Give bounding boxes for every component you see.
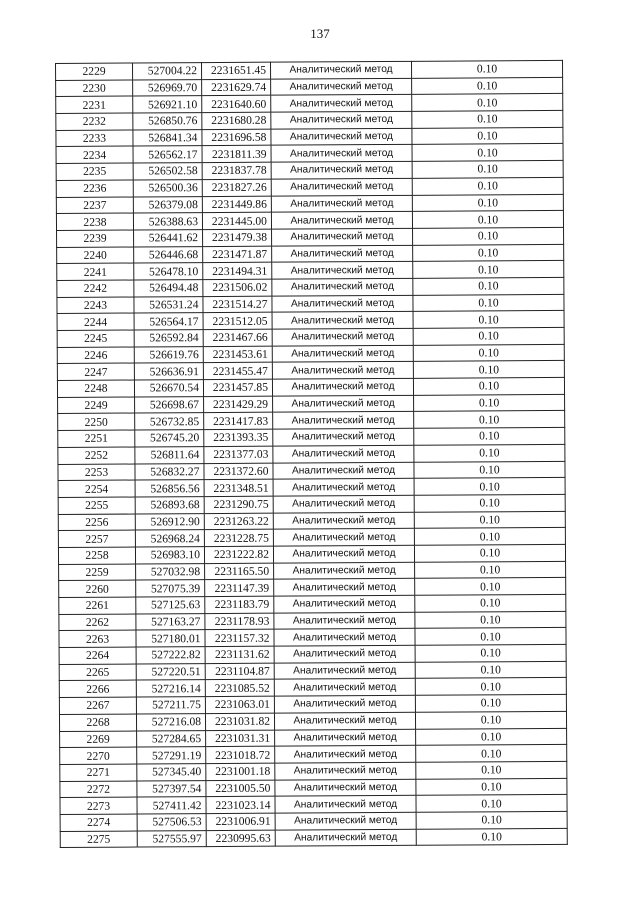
y-coordinate-cell: 2231827.26 [202,179,271,196]
point-number-cell: 2255 [58,497,135,514]
y-coordinate-cell: 2231471.87 [203,246,272,263]
accuracy-cell: 0.10 [412,161,563,179]
accuracy-cell: 0.10 [415,578,566,596]
x-coordinate-cell: 527004.22 [133,63,202,80]
point-number-cell: 2249 [58,397,135,414]
method-cell: Аналитический метод [273,495,414,513]
point-number-cell: 2263 [59,630,136,647]
accuracy-cell: 0.10 [416,778,567,796]
x-coordinate-cell: 526732.85 [135,413,204,430]
method-cell: Аналитический метод [271,111,412,129]
method-cell: Аналитический метод [271,145,412,163]
y-coordinate-cell: 2231023.14 [206,796,275,813]
accuracy-cell: 0.10 [414,494,565,512]
accuracy-cell: 0.10 [411,60,562,78]
y-coordinate-cell: 2231183.79 [205,596,274,613]
x-coordinate-cell: 526983.10 [135,547,204,564]
accuracy-cell: 0.10 [413,261,564,279]
y-coordinate-cell: 2231640.60 [202,96,271,113]
point-number-cell: 2265 [59,664,136,681]
accuracy-cell: 0.10 [414,411,565,429]
method-cell: Аналитический метод [273,445,414,463]
method-cell: Аналитический метод [273,479,414,497]
x-coordinate-cell: 526811.64 [135,446,204,463]
method-cell: Аналитический метод [272,345,413,363]
point-number-cell: 2244 [57,313,134,330]
method-cell: Аналитический метод [272,362,413,380]
y-coordinate-cell: 2231228.75 [204,529,273,546]
method-cell: Аналитический метод [274,629,415,647]
accuracy-cell: 0.10 [416,761,567,779]
accuracy-cell: 0.10 [415,644,566,662]
method-cell: Аналитический метод [275,812,416,830]
accuracy-cell: 0.10 [416,728,567,746]
accuracy-cell: 0.10 [415,661,566,679]
y-coordinate-cell: 2231222.82 [204,546,273,563]
method-cell: Аналитический метод [274,579,415,597]
x-coordinate-cell: 527211.75 [136,697,205,714]
y-coordinate-cell: 2231445.00 [202,212,271,229]
point-number-cell: 2231 [56,96,133,113]
y-coordinate-cell: 2231494.31 [203,262,272,279]
point-number-cell: 2274 [60,814,137,831]
y-coordinate-cell: 2231165.50 [205,563,274,580]
method-cell: Аналитический метод [275,829,416,847]
y-coordinate-cell: 2231147.39 [205,579,274,596]
y-coordinate-cell: 2231680.28 [202,112,271,129]
point-number-cell: 2236 [56,180,133,197]
accuracy-cell: 0.10 [416,811,567,829]
method-cell: Аналитический метод [272,262,413,280]
y-coordinate-cell: 2231449.86 [202,196,271,213]
method-cell: Аналитический метод [274,679,415,697]
y-coordinate-cell: 2231467.66 [203,329,272,346]
method-cell: Аналитический метод [271,161,412,179]
x-coordinate-cell: 526564.17 [134,313,203,330]
point-number-cell: 2273 [60,797,137,814]
y-coordinate-cell: 2231455.47 [203,363,272,380]
y-coordinate-cell: 2231157.32 [205,630,274,647]
y-coordinate-cell: 2231696.58 [202,129,271,146]
x-coordinate-cell: 527180.01 [136,630,205,647]
method-cell: Аналитический метод [273,395,414,413]
method-cell: Аналитический метод [271,128,412,146]
x-coordinate-cell: 526670.54 [134,380,203,397]
point-number-cell: 2229 [56,63,133,80]
y-coordinate-cell: 2231514.27 [203,296,272,313]
x-coordinate-cell: 526969.70 [133,79,202,96]
x-coordinate-cell: 527284.65 [137,730,206,747]
method-cell: Аналитический метод [271,78,412,96]
y-coordinate-cell: 2231457.85 [203,379,272,396]
point-number-cell: 2230 [56,80,133,97]
point-number-cell: 2243 [57,297,134,314]
table-body [56,60,568,847]
x-coordinate-cell: 527222.82 [136,647,205,664]
y-coordinate-cell: 2231811.39 [202,146,271,163]
y-coordinate-cell: 2231290.75 [204,496,273,513]
x-coordinate-cell: 526478.10 [134,263,203,280]
method-cell: Аналитический метод [273,545,414,563]
x-coordinate-cell: 527216.14 [136,680,205,697]
accuracy-cell: 0.10 [413,361,564,379]
coordinates-table [55,60,568,848]
accuracy-cell: 0.10 [416,828,567,846]
method-cell: Аналитический метод [272,245,413,263]
x-coordinate-cell: 526745.20 [135,430,204,447]
point-number-cell: 2275 [60,831,137,848]
method-cell: Аналитический метод [273,412,414,430]
y-coordinate-cell: 2231372.60 [204,463,273,480]
point-number-cell: 2259 [59,564,136,581]
y-coordinate-cell: 2231263.22 [204,513,273,530]
method-cell: Аналитический метод [275,779,416,797]
method-cell: Аналитический метод [274,695,415,713]
x-coordinate-cell: 527411.42 [137,797,206,814]
x-coordinate-cell: 527397.54 [137,780,206,797]
method-cell: Аналитический метод [274,562,415,580]
page-number: 137 [310,26,330,41]
accuracy-cell: 0.10 [414,461,565,479]
y-coordinate-cell: 2231417.83 [204,413,273,430]
y-coordinate-cell: 2231131.62 [205,646,274,663]
accuracy-cell: 0.10 [412,77,563,95]
point-number-cell: 2264 [59,647,136,664]
y-coordinate-cell: 2231001.18 [206,763,275,780]
point-number-cell: 2238 [56,213,133,230]
x-coordinate-cell: 526502.58 [133,163,202,180]
method-cell: Аналитический метод [271,178,412,196]
point-number-cell: 2246 [57,347,134,364]
x-coordinate-cell: 526841.34 [133,129,202,146]
method-cell: Аналитический метод [275,796,416,814]
point-number-cell: 2240 [57,247,134,264]
x-coordinate-cell: 526388.63 [133,213,202,230]
point-number-cell: 2232 [56,113,133,130]
method-cell: Аналитический метод [273,529,414,547]
method-cell: Аналитический метод [273,428,414,446]
point-number-cell: 2237 [56,197,133,214]
point-number-cell: 2267 [59,697,136,714]
x-coordinate-cell: 526446.68 [134,246,203,263]
accuracy-cell: 0.10 [415,711,566,729]
accuracy-cell: 0.10 [413,327,564,345]
accuracy-cell: 0.10 [415,561,566,579]
point-number-cell: 2248 [57,380,134,397]
accuracy-cell: 0.10 [415,695,566,713]
x-coordinate-cell: 527220.51 [136,663,205,680]
point-number-cell: 2252 [58,447,135,464]
method-cell: Аналитический метод [272,328,413,346]
accuracy-cell: 0.10 [414,394,565,412]
accuracy-cell: 0.10 [415,611,566,629]
x-coordinate-cell: 527163.27 [136,613,205,630]
y-coordinate-cell: 2231085.52 [205,680,274,697]
x-coordinate-cell: 526912.90 [135,513,204,530]
method-cell: Аналитический метод [275,745,416,763]
y-coordinate-cell: 2231178.93 [205,613,274,630]
accuracy-cell: 0.10 [414,444,565,462]
accuracy-cell: 0.10 [415,594,566,612]
point-number-cell: 2235 [56,163,133,180]
point-number-cell: 2257 [58,530,135,547]
y-coordinate-cell: 2231005.50 [206,780,275,797]
accuracy-cell: 0.10 [412,110,563,128]
x-coordinate-cell: 527345.40 [137,763,206,780]
x-coordinate-cell: 527125.63 [136,597,205,614]
accuracy-cell: 0.10 [416,745,567,763]
x-coordinate-cell: 526379.08 [133,196,202,213]
accuracy-cell: 0.10 [412,211,563,229]
y-coordinate-cell: 2231506.02 [203,279,272,296]
method-cell: Аналитический метод [273,462,414,480]
method-cell: Аналитический метод [274,662,415,680]
y-coordinate-cell: 2231348.51 [204,479,273,496]
point-number-cell: 2234 [56,146,133,163]
y-coordinate-cell: 2231031.31 [206,730,275,747]
method-cell: Аналитический метод [274,645,415,663]
x-coordinate-cell: 526698.67 [135,396,204,413]
point-number-cell: 2254 [58,480,135,497]
table-row [60,828,567,848]
y-coordinate-cell: 2230995.63 [206,830,275,847]
method-cell: Аналитический метод [271,195,412,213]
x-coordinate-cell: 526856.56 [135,480,204,497]
x-coordinate-cell: 527555.97 [137,830,206,847]
method-cell: Аналитический метод [272,312,413,330]
x-coordinate-cell: 526441.62 [134,229,203,246]
x-coordinate-cell: 526921.10 [133,96,202,113]
y-coordinate-cell: 2231104.87 [205,663,274,680]
accuracy-cell: 0.10 [413,294,564,312]
y-coordinate-cell: 2231393.35 [204,429,273,446]
method-cell: Аналитический метод [274,612,415,630]
point-number-cell: 2239 [57,230,134,247]
y-coordinate-cell: 2231651.45 [202,62,271,79]
y-coordinate-cell: 2231377.03 [204,446,273,463]
accuracy-cell: 0.10 [414,528,565,546]
method-cell: Аналитический метод [274,595,415,613]
point-number-cell: 2242 [57,280,134,297]
point-number-cell: 2268 [59,714,136,731]
accuracy-cell: 0.10 [413,377,564,395]
y-coordinate-cell: 2231031.82 [205,713,274,730]
accuracy-cell: 0.10 [412,177,563,195]
x-coordinate-cell: 526832.27 [135,463,204,480]
x-coordinate-cell: 526531.24 [134,296,203,313]
point-number-cell: 2272 [60,781,137,798]
x-coordinate-cell: 526562.17 [133,146,202,163]
x-coordinate-cell: 527216.08 [136,713,205,730]
method-cell: Аналитический метод [274,712,415,730]
accuracy-cell: 0.10 [412,127,563,145]
accuracy-cell: 0.10 [414,478,565,496]
y-coordinate-cell: 2231063.01 [205,696,274,713]
y-coordinate-cell: 2231479.38 [203,229,272,246]
x-coordinate-cell: 527075.39 [136,580,205,597]
accuracy-cell: 0.10 [412,194,563,212]
accuracy-cell: 0.10 [412,94,563,112]
point-number-cell: 2266 [59,680,136,697]
point-number-cell: 2261 [59,597,136,614]
x-coordinate-cell: 527291.19 [137,747,206,764]
x-coordinate-cell: 526636.91 [134,363,203,380]
y-coordinate-cell: 2231453.61 [203,346,272,363]
method-cell: Аналитический метод [272,228,413,246]
accuracy-cell: 0.10 [413,311,564,329]
y-coordinate-cell: 2231018.72 [206,746,275,763]
point-number-cell: 2270 [60,747,137,764]
point-number-cell: 2250 [58,413,135,430]
x-coordinate-cell: 526619.76 [134,346,203,363]
x-coordinate-cell: 526592.84 [134,330,203,347]
x-coordinate-cell: 526494.48 [134,280,203,297]
method-cell: Аналитический метод [271,95,412,113]
accuracy-cell: 0.10 [415,628,566,646]
x-coordinate-cell: 526893.68 [135,496,204,513]
point-number-cell: 2258 [58,547,135,564]
y-coordinate-cell: 2231512.05 [203,312,272,329]
method-cell: Аналитический метод [272,378,413,396]
x-coordinate-cell: 526850.76 [133,113,202,130]
method-cell: Аналитический метод [273,512,414,530]
method-cell: Аналитический метод [270,61,411,79]
point-number-cell: 2245 [57,330,134,347]
x-coordinate-cell: 527032.98 [136,563,205,580]
y-coordinate-cell: 2231629.74 [202,79,271,96]
point-number-cell: 2271 [60,764,137,781]
x-coordinate-cell: 526500.36 [133,179,202,196]
point-number-cell: 2253 [58,464,135,481]
point-number-cell: 2241 [57,263,134,280]
x-coordinate-cell: 527506.53 [137,814,206,831]
method-cell: Аналитический метод [271,212,412,230]
x-coordinate-cell: 526968.24 [135,530,204,547]
method-cell: Аналитический метод [272,295,413,313]
method-cell: Аналитический метод [272,278,413,296]
accuracy-cell: 0.10 [416,795,567,813]
y-coordinate-cell: 2231837.78 [202,162,271,179]
accuracy-cell: 0.10 [414,544,565,562]
point-number-cell: 2247 [57,363,134,380]
accuracy-cell: 0.10 [414,511,565,529]
accuracy-cell: 0.10 [413,227,564,245]
accuracy-cell: 0.10 [413,244,564,262]
method-cell: Аналитический метод [275,762,416,780]
y-coordinate-cell: 2231006.91 [206,813,275,830]
point-number-cell: 2260 [59,580,136,597]
y-coordinate-cell: 2231429.29 [204,396,273,413]
accuracy-cell: 0.10 [415,678,566,696]
method-cell: Аналитический метод [275,729,416,747]
point-number-cell: 2262 [59,614,136,631]
point-number-cell: 2233 [56,130,133,147]
point-number-cell: 2269 [60,731,137,748]
accuracy-cell: 0.10 [413,277,564,295]
point-number-cell: 2256 [58,514,135,531]
accuracy-cell: 0.10 [413,344,564,362]
accuracy-cell: 0.10 [414,428,565,446]
point-number-cell: 2251 [58,430,135,447]
accuracy-cell: 0.10 [412,144,563,162]
